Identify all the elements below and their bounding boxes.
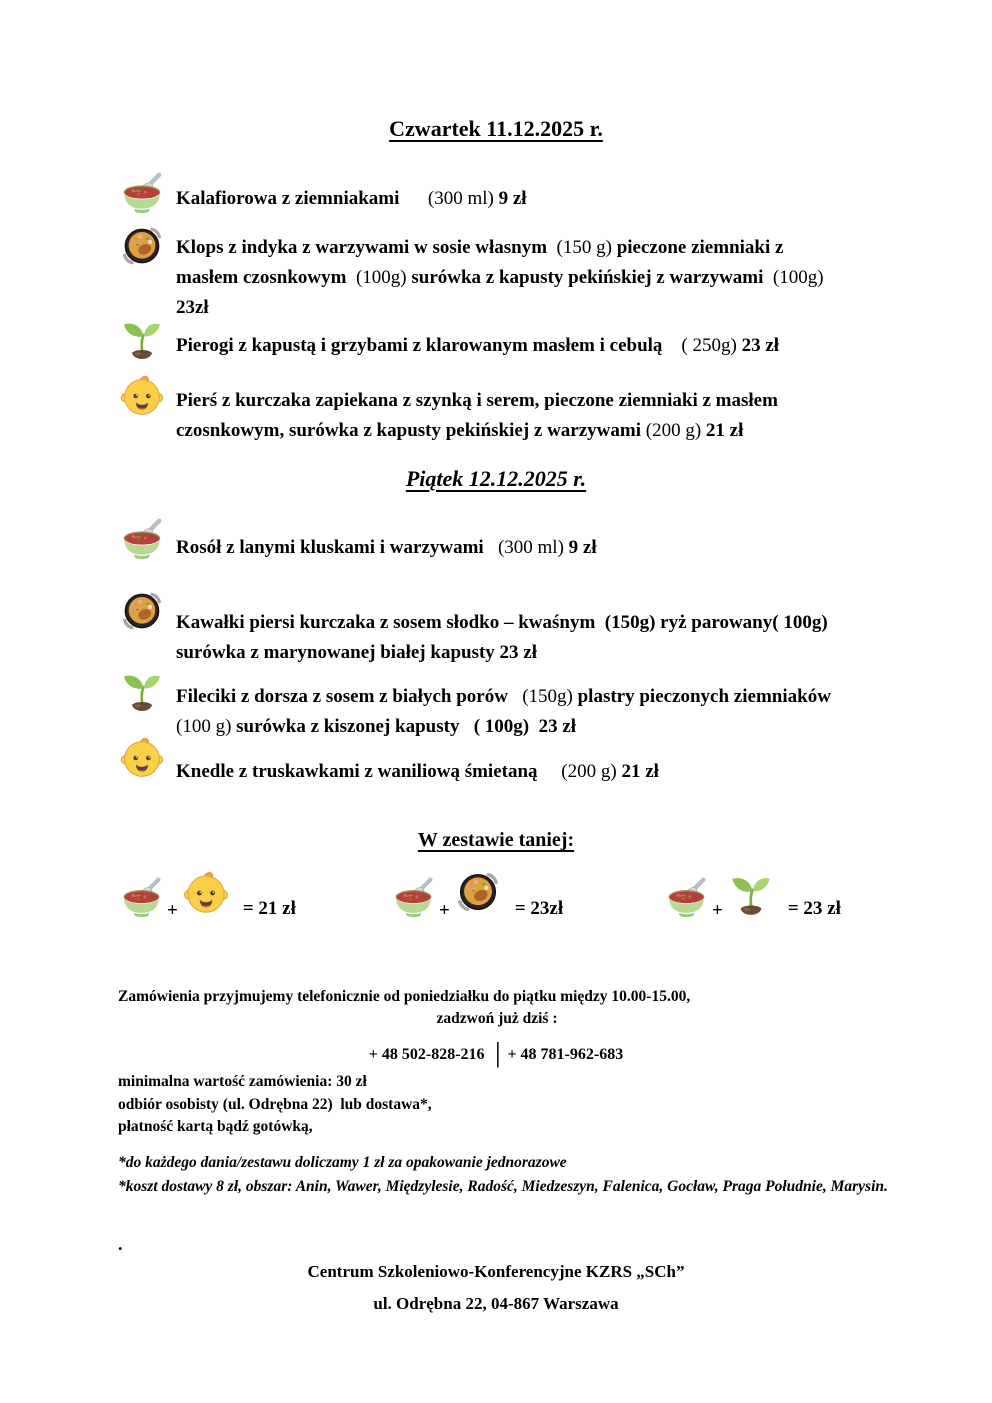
menu-item-line bbox=[176, 757, 984, 787]
menu-item-text: 9 zł bbox=[498, 188, 527, 209]
menu-item-text: masłem czosnkowym bbox=[176, 267, 347, 288]
menu-item-text: (300 ml) bbox=[399, 188, 499, 209]
call-today-line: zadzwoń już dziś : bbox=[436, 1010, 558, 1027]
menu-item-text: surówka z kapusty pekińskiej z warzywami bbox=[411, 267, 764, 288]
combo-heading: W zestawie taniej: bbox=[417, 829, 575, 851]
menu-item-text: pieczone ziemniaki z bbox=[616, 237, 784, 258]
menu-item-text: Kalafiorowa z ziemniakami bbox=[176, 188, 400, 209]
seedling-icon bbox=[118, 313, 166, 361]
menu-item-line bbox=[176, 608, 984, 638]
menu-item-text: (200 g) bbox=[537, 761, 622, 782]
phone-numbers bbox=[0, 1040, 992, 1065]
menu-item-text: 21 zł bbox=[621, 761, 659, 782]
pot-of-food-icon bbox=[118, 222, 166, 270]
soup-bowl-icon bbox=[118, 518, 166, 566]
combo-price: = 23 zł bbox=[787, 898, 841, 919]
menu-item bbox=[118, 222, 984, 323]
soup-bowl-icon bbox=[390, 877, 437, 924]
menu-item-text: Rosół z lanymi kluskami i warzywami bbox=[176, 537, 484, 558]
menu-item bbox=[118, 172, 984, 214]
menu-item-line bbox=[176, 386, 984, 416]
menu-item-text: 9 zł bbox=[568, 537, 597, 558]
menu-item bbox=[118, 665, 984, 742]
stray-dot: . bbox=[118, 1234, 123, 1254]
combo-price: = 21 zł bbox=[242, 898, 296, 919]
day-heading: Piątek 12.12.2025 r. bbox=[405, 466, 587, 491]
menu-item-text: Kawałki piersi kurczaka z sosem słodko – kwaśnym (150g) ryż parowany( 100g) bbox=[176, 612, 828, 633]
footer-address: ul. Odrębna 22, 04-867 Warszawa bbox=[373, 1294, 619, 1313]
menu-item-text: Pierogi z kapustą i grzybami z klarowanym masłem i cebulą bbox=[176, 335, 663, 356]
min-order-line: minimalna wartość zamówienia: 30 zł bbox=[118, 1073, 367, 1090]
menu-item bbox=[118, 313, 984, 361]
menu-item bbox=[118, 518, 984, 563]
menu-item bbox=[118, 587, 984, 668]
seedling-icon bbox=[726, 867, 776, 917]
menu-item-line bbox=[176, 233, 984, 263]
order-hours-line: Zamówienia przyjmujemy telefonicznie od poniedziałku do piątku między 10.00-15.00, bbox=[118, 988, 691, 1005]
menu-item-line bbox=[176, 638, 984, 668]
menu-item-line bbox=[176, 263, 984, 293]
menu-item-line bbox=[176, 416, 984, 446]
plus-sign: + bbox=[167, 900, 178, 921]
baby-icon bbox=[118, 733, 166, 781]
menu-item-text: ( 250g) bbox=[662, 335, 742, 356]
menu-item-text: surówka z kiszonej kapusty ( 100g) 23 zł bbox=[236, 716, 577, 737]
contact-block bbox=[118, 986, 876, 1030]
menu-item-text: 21 zł bbox=[705, 420, 744, 441]
menu-item-line bbox=[176, 331, 984, 361]
combo-set-2 bbox=[390, 864, 563, 926]
menu-item-line bbox=[176, 184, 984, 214]
soup-bowl-icon bbox=[663, 877, 710, 924]
menu-item-text: Pierś z kurczaka zapiekana z szynką i serem, pieczone ziemniaki z masłem bbox=[176, 390, 778, 411]
menu-item-text: (150g) bbox=[507, 686, 578, 707]
menu-item-line bbox=[176, 533, 984, 563]
payment-line: płatność kartą bądź gotówką, bbox=[118, 1118, 313, 1135]
combo-set-1 bbox=[118, 864, 296, 926]
menu-item-text: Knedle z truskawkami z waniliową śmietaną bbox=[176, 761, 538, 782]
phone-number-2: + 48 781-962-683 bbox=[507, 1046, 624, 1063]
footnote-packaging: *do każdego dania/zestawu doliczamy 1 zł za opakowanie jednorazowe bbox=[118, 1154, 567, 1171]
menu-item-text: Klops z indyka z warzywami w sosie własnym bbox=[176, 237, 548, 258]
menu-item bbox=[118, 733, 984, 787]
baby-icon bbox=[118, 371, 166, 419]
menu-item-text: 23 zł bbox=[741, 335, 780, 356]
menu-item-text: (100g) bbox=[763, 267, 824, 288]
baby-icon bbox=[181, 867, 231, 917]
seedling-icon bbox=[118, 665, 166, 713]
soup-bowl-icon bbox=[118, 172, 166, 220]
footer-company: Centrum Szkoleniowo-Konferencyjne KZRS „SCh” bbox=[307, 1262, 685, 1281]
menu-item-text: surówka z marynowanej białej kapusty 23 zł bbox=[176, 642, 538, 663]
footnotes bbox=[118, 1151, 888, 1199]
phone-separator: │ bbox=[490, 1042, 506, 1066]
combo-price: = 23zł bbox=[514, 898, 564, 919]
pot-of-food-icon bbox=[118, 587, 166, 635]
menu-item-text: plastry pieczonych ziemniaków bbox=[577, 686, 831, 707]
phone-number-1: + 48 502-828-216 bbox=[368, 1046, 485, 1063]
menu-item-text: Fileciki z dorsza z sosem z białych porów bbox=[176, 686, 508, 707]
menu-item-text: czosnkowym, surówka z kapusty pekińskiej z warzywami bbox=[176, 420, 646, 441]
menu-item-text: (300 ml) bbox=[483, 537, 569, 558]
menu-item bbox=[118, 371, 984, 446]
plus-sign: + bbox=[712, 900, 723, 921]
pickup-delivery-line: odbiór osobisty (ul. Odrębna 22) lub dostawa*, bbox=[118, 1095, 432, 1113]
soup-bowl-icon bbox=[118, 877, 165, 924]
menu-item-text: (200 g) bbox=[645, 420, 706, 441]
menu-item-text: (150 g) bbox=[547, 237, 617, 258]
order-conditions bbox=[118, 1071, 432, 1139]
menu-item-text: (100 g) bbox=[176, 716, 237, 737]
day-heading: Czwartek 11.12.2025 r. bbox=[389, 116, 603, 141]
combo-set-3 bbox=[663, 864, 841, 926]
footnote-delivery-areas: *koszt dostawy 8 zł, obszar: Anin, Wawer, Międzylesie, Radość, Miedzeszyn, Falenica, Gocław, Praga Południe, Marysin. bbox=[118, 1178, 888, 1195]
menu-item-text: (100g) bbox=[346, 267, 412, 288]
pot-of-food-icon bbox=[453, 867, 503, 917]
menu-item-text: 23zł bbox=[176, 297, 209, 318]
plus-sign: + bbox=[439, 900, 450, 921]
menu-item-line bbox=[176, 682, 984, 712]
